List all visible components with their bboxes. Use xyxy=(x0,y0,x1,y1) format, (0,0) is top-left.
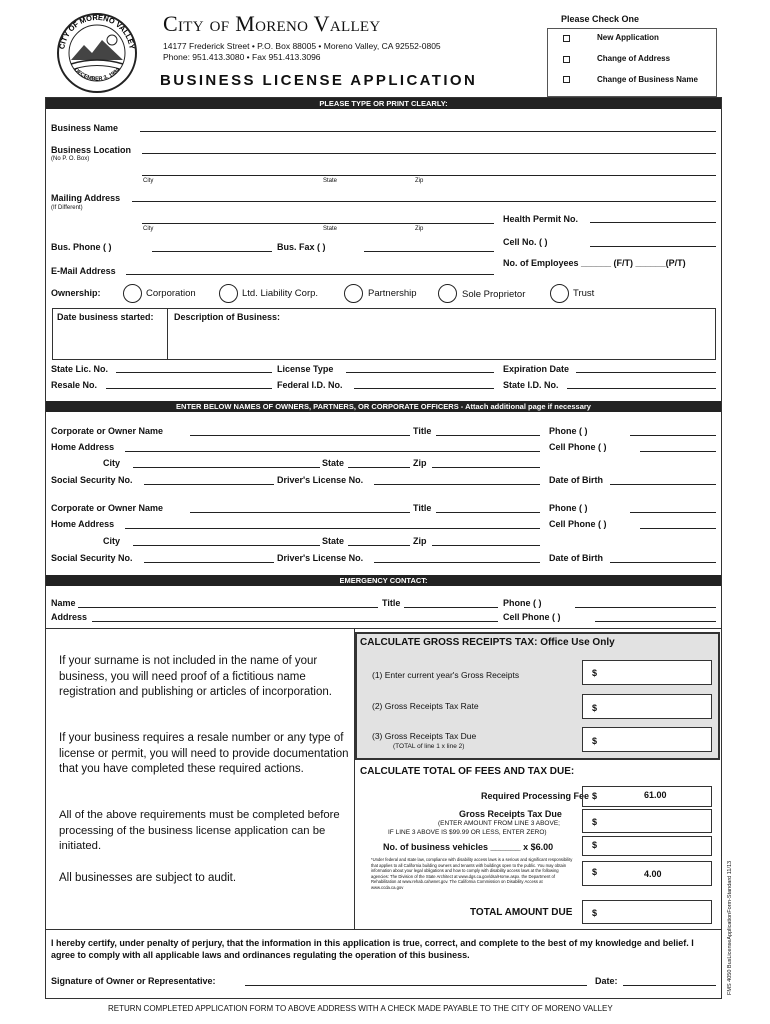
print-clearly-bar: PLEASE TYPE OR PRINT CLEARLY: xyxy=(46,98,721,109)
owner1-cell-field[interactable] xyxy=(640,451,716,452)
bus-fax-field[interactable] xyxy=(364,251,494,252)
dollar-sign: $ xyxy=(592,668,598,678)
mail-city-caption: City xyxy=(143,226,154,232)
signature-field[interactable] xyxy=(245,985,587,986)
email-label: E-Mail Address xyxy=(51,266,116,276)
owner2-name-label: Corporate or Owner Name xyxy=(51,503,164,513)
description-divider xyxy=(167,308,168,360)
owner1-city-field[interactable] xyxy=(133,467,320,468)
note-resale: If your business requires a resale number or any type of license or permit, you will need to provide documentation that you have completed these required actions. xyxy=(59,732,349,775)
total-due-input[interactable] xyxy=(582,900,712,924)
owner1-zip-label: Zip xyxy=(413,458,427,468)
total-due-label: TOTAL AMOUNT DUE xyxy=(470,907,573,918)
check-title: Please Check One xyxy=(561,14,640,24)
owner1-name-field[interactable] xyxy=(190,435,410,436)
llc-radio[interactable] xyxy=(219,284,238,303)
owner1-title-field[interactable] xyxy=(436,435,540,436)
employees-label: No. of Employees ______ (F/T) ______(P/T) xyxy=(503,258,686,268)
owner2-name-field[interactable] xyxy=(190,512,410,513)
gross-line3-sub: (TOTAL of line 1 x line 2) xyxy=(393,743,465,750)
owner2-zip-label: Zip xyxy=(413,536,427,546)
state-lic-label: State Lic. No. xyxy=(51,364,109,374)
owner2-ssn-field[interactable] xyxy=(144,562,274,563)
gross-line3-label: (3) Gross Receipts Tax Due xyxy=(372,731,477,741)
owner1-phone-field[interactable] xyxy=(630,435,716,436)
bus-phone-field[interactable] xyxy=(152,251,272,252)
owner1-dl-label: Driver's License No. xyxy=(277,475,364,485)
llc-label: Ltd. Liability Corp. xyxy=(242,288,319,299)
owner2-cell-label: Cell Phone ( ) xyxy=(549,519,607,529)
owner2-zip-field[interactable] xyxy=(432,545,540,546)
emergency-bar: EMERGENCY CONTACT: xyxy=(46,575,721,586)
owner2-city-label: City xyxy=(103,536,121,546)
mailing-address-field[interactable] xyxy=(132,201,716,202)
city-address: 14177 Frederick Street • P.O. Box 88005 • Moreno Valley, CA 92552-0805 xyxy=(163,41,441,51)
change-name-checkbox[interactable] xyxy=(563,76,570,83)
dollar-sign: $ xyxy=(592,867,598,877)
sole-proprietor-label: Sole Proprietor xyxy=(462,289,526,300)
corporation-radio[interactable] xyxy=(123,284,142,303)
description-label: Description of Business: xyxy=(174,312,281,322)
cell-no-label: Cell No. ( ) xyxy=(503,237,548,247)
owner1-title-label: Title xyxy=(413,426,432,436)
owner2-phone-label: Phone ( ) xyxy=(549,503,588,513)
owner1-name-label: Corporate or Owner Name xyxy=(51,426,164,436)
emergency-title-field[interactable] xyxy=(404,607,498,608)
federal-id-field[interactable] xyxy=(354,388,494,389)
owner2-cell-field[interactable] xyxy=(640,528,716,529)
emergency-name-label: Name xyxy=(51,598,76,608)
certify-text: I hereby certify, under penalty of perjury, that the information in this application is true, correct, and complete to the best of my knowledge and belief. I agree to comply with all applicable laws and ordinances regulating the operation of this business. xyxy=(51,938,694,960)
business-name-label: Business Name xyxy=(51,123,119,133)
partnership-label: Partnership xyxy=(368,288,417,299)
dollar-sign: $ xyxy=(592,908,598,918)
emergency-phone-label: Phone ( ) xyxy=(503,598,542,608)
loc-zip-caption: Zip xyxy=(415,178,424,184)
emergency-address-label: Address xyxy=(51,612,88,622)
owner2-dl-field[interactable] xyxy=(374,562,540,563)
dollar-sign: $ xyxy=(592,736,598,746)
gross-tax-due-sub2: IF LINE 3 ABOVE IS $99.99 OR LESS, ENTER ZERO) xyxy=(388,829,547,836)
expiration-label: Expiration Date xyxy=(503,364,570,374)
trust-radio[interactable] xyxy=(550,284,569,303)
gross-line2-label: (2) Gross Receipts Tax Rate xyxy=(372,701,479,711)
emergency-cell-label: Cell Phone ( ) xyxy=(503,612,561,622)
ada-fee-value: 4.00 xyxy=(644,869,662,879)
bus-phone-label: Bus. Phone ( ) xyxy=(51,242,112,252)
owner1-phone-label: Phone ( ) xyxy=(549,426,588,436)
owner1-ssn-label: Social Security No. xyxy=(51,475,133,485)
bus-fax-label: Bus. Fax ( ) xyxy=(277,242,326,252)
owner2-dl-label: Driver's License No. xyxy=(277,553,364,563)
mailing-address-line2[interactable] xyxy=(142,223,494,224)
license-type-field[interactable] xyxy=(346,372,494,373)
business-name-field[interactable] xyxy=(140,131,716,132)
owner2-ssn-label: Social Security No. xyxy=(51,553,133,563)
date-label: Date: xyxy=(595,976,618,986)
owner2-home-field[interactable] xyxy=(125,528,540,529)
form-number: FMS 4050 BusLicenseApplicationForm-Standard 11/13 xyxy=(727,860,733,995)
footer-instructions: RETURN COMPLETED APPLICATION FORM TO ABOVE ADDRESS WITH A CHECK MADE PAYABLE TO THE CITY OF MORENO VALLEY xyxy=(108,1004,613,1013)
gross-tax-due-label: Gross Receipts Tax Due xyxy=(459,809,562,819)
owners-bar: ENTER BELOW NAMES OF OWNERS, PARTNERS, OR CORPORATE OFFICERS - Attach additional page if necessary xyxy=(46,401,721,412)
gross-line1-label: (1) Enter current year's Gross Receipts xyxy=(372,670,520,680)
owner1-state-field[interactable] xyxy=(348,467,410,468)
owner2-state-field[interactable] xyxy=(348,545,410,546)
owner1-home-label: Home Address xyxy=(51,442,115,452)
owner1-city-label: City xyxy=(103,458,121,468)
owner1-dl-field[interactable] xyxy=(374,484,540,485)
change-name-label: Change of Business Name xyxy=(597,75,698,84)
change-address-checkbox[interactable] xyxy=(563,56,570,63)
owner1-cell-label: Cell Phone ( ) xyxy=(549,442,607,452)
resale-field[interactable] xyxy=(106,388,272,389)
owner2-title-field[interactable] xyxy=(436,512,540,513)
emergency-name-field[interactable] xyxy=(78,607,378,608)
owner1-ssn-field[interactable] xyxy=(144,484,274,485)
dollar-sign: $ xyxy=(592,703,598,713)
owner2-dob-label: Date of Birth xyxy=(549,553,603,563)
federal-id-label: Federal I.D. No. xyxy=(277,380,343,390)
svg-text:DECEMBER 3, 1984 xyxy=(73,66,122,82)
emergency-phone-field[interactable] xyxy=(575,607,716,608)
owner2-state-label: State xyxy=(322,536,345,546)
no-po-box-note: (No P. O. Box) xyxy=(51,156,90,162)
cell-no-field[interactable] xyxy=(590,246,716,247)
ownership-label: Ownership: xyxy=(51,288,101,298)
owner1-home-field[interactable] xyxy=(125,451,540,452)
health-permit-field[interactable] xyxy=(590,222,716,223)
city-title: City of Moreno Valley xyxy=(163,11,381,36)
corporation-label: Corporation xyxy=(146,288,196,299)
seal-bottom-text: DECEMBER 3, 1984 xyxy=(72,67,122,83)
owner2-home-label: Home Address xyxy=(51,519,115,529)
dollar-sign: $ xyxy=(592,817,598,827)
date-field[interactable] xyxy=(623,985,716,986)
city-seal xyxy=(56,12,138,94)
health-permit-label: Health Permit No. xyxy=(503,214,579,224)
loc-city-caption: City xyxy=(143,178,154,184)
owner1-zip-field[interactable] xyxy=(432,467,540,468)
signature-label: Signature of Owner or Representative: xyxy=(51,976,216,986)
owner1-dob-field[interactable] xyxy=(610,484,716,485)
city-phone: Phone: 951.413.3080 • Fax 951.413.3096 xyxy=(163,52,321,62)
change-address-label: Change of Address xyxy=(597,54,671,63)
partnership-radio[interactable] xyxy=(344,284,363,303)
gross-line3-input[interactable] xyxy=(582,727,712,752)
processing-fee-value: 61.00 xyxy=(644,790,667,800)
vehicles-label: No. of business vehicles ______ x $6.00 xyxy=(383,842,554,852)
processing-fee-label: Required Processing Fee xyxy=(481,791,590,801)
new-application-label: New Application xyxy=(597,33,659,42)
dollar-sign: $ xyxy=(592,791,598,801)
mail-state-caption: State xyxy=(323,226,338,232)
state-id-label: State I.D. No. xyxy=(503,380,559,390)
dollar-sign: $ xyxy=(592,840,598,850)
owner2-title-label: Title xyxy=(413,503,432,513)
gross-line2-input[interactable] xyxy=(582,694,712,719)
email-field[interactable] xyxy=(126,274,494,275)
note-surname: If your surname is not included in the name of your business, you will need proof of a fictitious name registration and publishing or articles of incorporation. xyxy=(59,655,332,698)
resale-label: Resale No. xyxy=(51,380,98,390)
gross-receipts-title: CALCULATE GROSS RECEIPTS TAX: Office Use Only xyxy=(360,637,615,648)
business-location-line2[interactable] xyxy=(142,175,716,176)
expiration-field[interactable] xyxy=(576,372,716,373)
seal-top-text: CITY OF MORENO VALLEY xyxy=(57,12,137,50)
sole-proprietor-radio[interactable] xyxy=(438,284,457,303)
emergency-title-label: Title xyxy=(382,598,401,608)
emergency-cell-field[interactable] xyxy=(595,621,716,622)
trust-label: Trust xyxy=(573,288,595,299)
license-type-label: License Type xyxy=(277,364,334,374)
gross-line1-input[interactable] xyxy=(582,660,712,685)
mailing-address-label: Mailing Address xyxy=(51,193,121,203)
owner1-state-label: State xyxy=(322,458,345,468)
svg-text:CITY OF MORENO VALLEY xyxy=(57,13,137,50)
note-audit: All businesses are subject to audit. xyxy=(59,872,237,884)
state-lic-field[interactable] xyxy=(116,372,272,373)
form-title: BUSINESS LICENSE APPLICATION xyxy=(160,72,478,89)
emergency-address-field[interactable] xyxy=(92,621,498,622)
owner2-dob-field[interactable] xyxy=(610,562,716,563)
note-requirements: All of the above requirements must be completed before processing of the business license application can be initiated. xyxy=(59,809,340,852)
owner2-city-field[interactable] xyxy=(133,545,320,546)
vehicles-input[interactable] xyxy=(582,836,712,856)
business-location-field[interactable] xyxy=(142,153,716,154)
loc-state-caption: State xyxy=(323,178,338,184)
if-different-note: (If Different) xyxy=(51,205,83,211)
new-application-checkbox[interactable] xyxy=(563,35,570,42)
owner1-dob-label: Date of Birth xyxy=(549,475,603,485)
ada-disclosure: *Under federal and state law, compliance with disability access laws is a serious and significant responsibility that applies to all California building owners and tenants with buildings open to the public. You may obtain information about your legal obligations and how to comply with disability access laws at the following agencies: The Division of the State Architect at www.dgs.ca.gov/dsa/Home.aspx. the Department of Rehabilitation at www.rehab.cahwnet.gov. The California Commission on Disability Access at www.ccda.ca.gov xyxy=(371,857,573,890)
mail-zip-caption: Zip xyxy=(415,226,424,232)
date-started-label: Date business started: xyxy=(57,312,154,322)
state-id-field[interactable] xyxy=(567,388,716,389)
certify-divider xyxy=(46,929,721,930)
owner2-phone-field[interactable] xyxy=(630,512,716,513)
fees-title: CALCULATE TOTAL OF FEES AND TAX DUE: xyxy=(360,766,575,777)
gross-tax-due-input[interactable] xyxy=(582,809,712,833)
gross-tax-due-sub1: (ENTER AMOUNT FROM LINE 3 ABOVE; xyxy=(438,820,560,827)
business-location-label: Business Location xyxy=(51,145,132,155)
